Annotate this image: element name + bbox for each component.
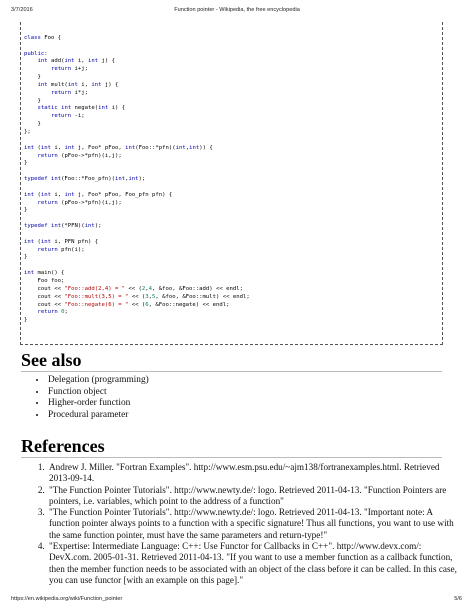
- code-line: public:: [24, 50, 48, 57]
- code-block: [20, 22, 443, 345]
- code-line: static int negate(int i) {: [37, 105, 126, 112]
- code-line: [24, 168, 250, 176]
- code-line: [24, 325, 250, 333]
- code-line: [24, 27, 250, 35]
- code-line: int main() {: [24, 270, 65, 277]
- code-line: }: [24, 74, 41, 81]
- references-heading: References: [21, 436, 105, 456]
- code-line: cout << "Foo::add(2,4) = " << (2,4, &foo, &Foo::add) << endl;: [24, 285, 243, 292]
- code-line: cout << "Foo::mult(3,5) = " << (3,5, &foo, &Foo::mult) << endl;: [24, 293, 250, 300]
- code-line: return (pFoo->*pfn)(i,j);: [37, 152, 122, 159]
- see-also-link[interactable]: • Procedural parameter: [47, 410, 149, 422]
- code-line: int (int i, int j, Foo* pFoo, int(Foo::*pfn)(int,int)) {: [24, 144, 213, 151]
- print-date: 3/7/2016: [11, 7, 33, 13]
- code-line: [24, 231, 250, 239]
- code-line: int (int i, PFN pfn) {: [24, 238, 99, 245]
- code-line: }: [24, 97, 41, 104]
- code-line: };: [24, 128, 31, 135]
- see-also-divider: [21, 371, 442, 372]
- see-also-link[interactable]: • Function object: [47, 387, 149, 399]
- page-footer: [0, 596, 474, 606]
- code-line: cout << "Foo::negate(6) = " << (6, &Foo::negate) << endl;: [24, 301, 230, 308]
- code-line: return (pFoo->*pfn)(i,j);: [37, 199, 122, 206]
- page-header: [0, 7, 474, 17]
- code-line: typedef int(Foo::*Foo_pfn)(int,int);: [24, 176, 146, 183]
- code-line: }: [24, 207, 28, 214]
- reference-item: 2. "The Function Pointer Tutorials". http://www.newty.de/: logo. Retrieved 2011-04-13. "Function Pointers are pointers, i.e. variables, which point to the address of a function": [47, 485, 457, 508]
- code-line: int add(int i, int j) {: [37, 58, 115, 65]
- code-line: int mult(int i, int j) {: [37, 81, 119, 88]
- see-also-link[interactable]: • Higher-order function: [47, 398, 149, 410]
- code-line: return pfn(i);: [37, 246, 85, 253]
- code-line: }: [24, 160, 28, 167]
- code-line: [24, 137, 250, 145]
- code-line: [24, 184, 250, 192]
- code-line: return i+j;: [50, 66, 89, 73]
- reference-item: 3. "The Function Pointer Tutorials". http://www.newty.de/: logo. Retrieved 2011-04-13. "Important note: A function pointer always points to a function with a specific signature! Thus all functions, you want to use with the same function pointer, must have the same parameters and return-type!": [47, 507, 457, 541]
- reference-item: 4. "Expertise: Intermediate Language: C++: Use Functor for Callbacks in C++". http://www.devx.com/: DevX.com. 2005-01-31. Retrieved 2011-04-13. "If you want to use a member function as a callback function, then the member function needs to be associated with an object of the class before it can be called. In this case, you can use functor [with an example on this page].": [47, 541, 457, 586]
- references-list: [29, 462, 457, 586]
- code-line: int (int i, int j, Foo* pFoo, Foo_pfn pfn) {: [24, 191, 173, 198]
- code-line: class Foo {: [24, 34, 62, 41]
- see-also-heading: See also: [21, 350, 82, 370]
- see-also-link[interactable]: • Delegation (programming): [47, 375, 149, 387]
- code-line: [24, 215, 250, 223]
- code-line: typedef int(*PFN)(int);: [24, 223, 102, 230]
- code-line: return 0;: [37, 309, 68, 316]
- page-number: 5/6: [454, 596, 462, 602]
- see-also-list: [33, 375, 149, 421]
- code-line: return -i;: [50, 113, 85, 120]
- code-line: }: [24, 121, 41, 128]
- footer-url: https://en.wikipedia.org/wiki/Function_pointer: [11, 596, 123, 602]
- code-listing: [24, 27, 250, 333]
- code-line: return i*j;: [50, 89, 89, 96]
- code-line: [24, 262, 250, 270]
- references-divider: [21, 457, 442, 458]
- print-title: Function pointer - Wikipedia, the free encyclopedia: [174, 7, 300, 13]
- code-line: [24, 43, 250, 51]
- code-line: }: [24, 254, 28, 261]
- code-line: Foo foo;: [24, 278, 65, 284]
- code-line: }: [24, 317, 28, 324]
- reference-item: 1. Andrew J. Miller. "Fortran Examples". http://www.esm.psu.edu/~ajm138/fortranexamples.html. Retrieved 2013-09-14.: [47, 462, 457, 485]
